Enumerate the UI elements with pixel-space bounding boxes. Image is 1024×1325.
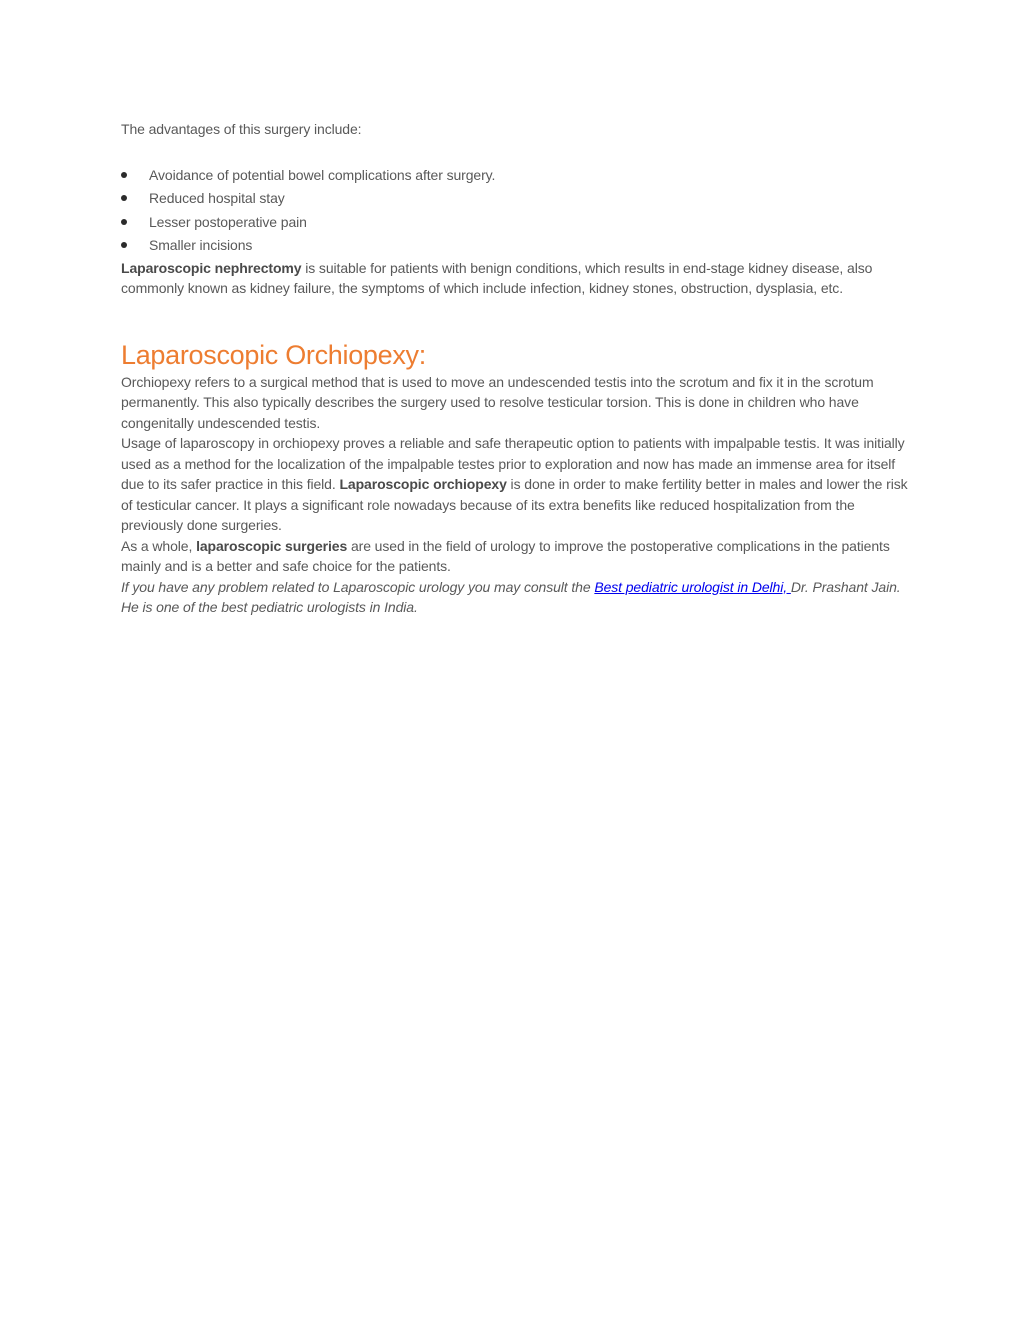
- list-item: [121, 187, 911, 211]
- nephrectomy-bold-term: Laparoscopic nephrectomy: [121, 259, 302, 276]
- usage-text-2: is done in order to make fertility better in males and lower the risk of testicular cancer. It plays a significant role nowadays because of its extra benefits like reduced hospitalization from the previously done surgeries.: [121, 476, 908, 533]
- closing-text-1: If you have any problem related to Laparoscopic urology you may consult the: [121, 578, 595, 595]
- summary-text-1: As a whole,: [121, 537, 197, 554]
- orchiopexy-paragraph: Orchiopexy refers to a surgical method that is used to move an undescended testis into the scrotum and fix it in the scrotum permanently. This also typically describes the surgery used to resolve testicular torsion. This is done in children who have congenitally undescended testis.: [121, 373, 874, 431]
- list-item-text: Smaller incisions: [149, 237, 253, 253]
- bullet-icon: [121, 172, 127, 178]
- nephrectomy-text: is suitable for patients with benign conditions, which results in end-stage kidney disease, also commonly known as kidney failure, the symptoms of which include infection, kidney stones, obstruction, dysplasia, etc.: [121, 259, 873, 296]
- list-item-text: Lesser postoperative pain: [149, 213, 307, 230]
- bullet-icon: [121, 242, 127, 248]
- summary-text-2: are used in the field of urology to improve the postoperative complications in the patients mainly and is a better and safe choice for the patients.: [121, 537, 890, 574]
- urologist-link[interactable]: Best pediatric urologist in Delhi,: [594, 578, 791, 595]
- document-page: [121, 119, 911, 618]
- usage-paragraph: [121, 433, 911, 536]
- list-item: [121, 211, 911, 235]
- bullet-icon: [121, 219, 127, 225]
- surgeries-bold-term: laparoscopic surgeries: [196, 537, 348, 554]
- bullet-icon: [121, 195, 127, 201]
- list-item: [121, 234, 911, 258]
- summary-paragraph: [121, 536, 911, 577]
- closing-paragraph: [121, 577, 911, 618]
- intro-text: The advantages of this surgery include:: [121, 121, 362, 137]
- usage-text-1: Usage of laparoscopy in orchiopexy proves a reliable and safe therapeutic option to patients with impalpable testis. It was initially used as a method for the localization of the impalpable testes prior to exploration and now has made an immense area for itself due to its safer practice in this field.: [121, 435, 905, 492]
- list-item-text: Avoidance of potential bowel complications after surgery.: [149, 166, 496, 183]
- nephrectomy-paragraph: [121, 258, 911, 299]
- closing-text-2: Dr. Prashant Jain. He is one of the best pediatric urologists in India.: [121, 578, 901, 615]
- section-heading: Laparoscopic Orchiopexy:: [121, 339, 426, 370]
- list-item: [121, 164, 911, 188]
- list-item-text: Reduced hospital stay: [149, 190, 285, 206]
- orchiopexy-bold-term: Laparoscopic orchiopexy: [339, 476, 507, 492]
- advantages-list: [121, 164, 911, 258]
